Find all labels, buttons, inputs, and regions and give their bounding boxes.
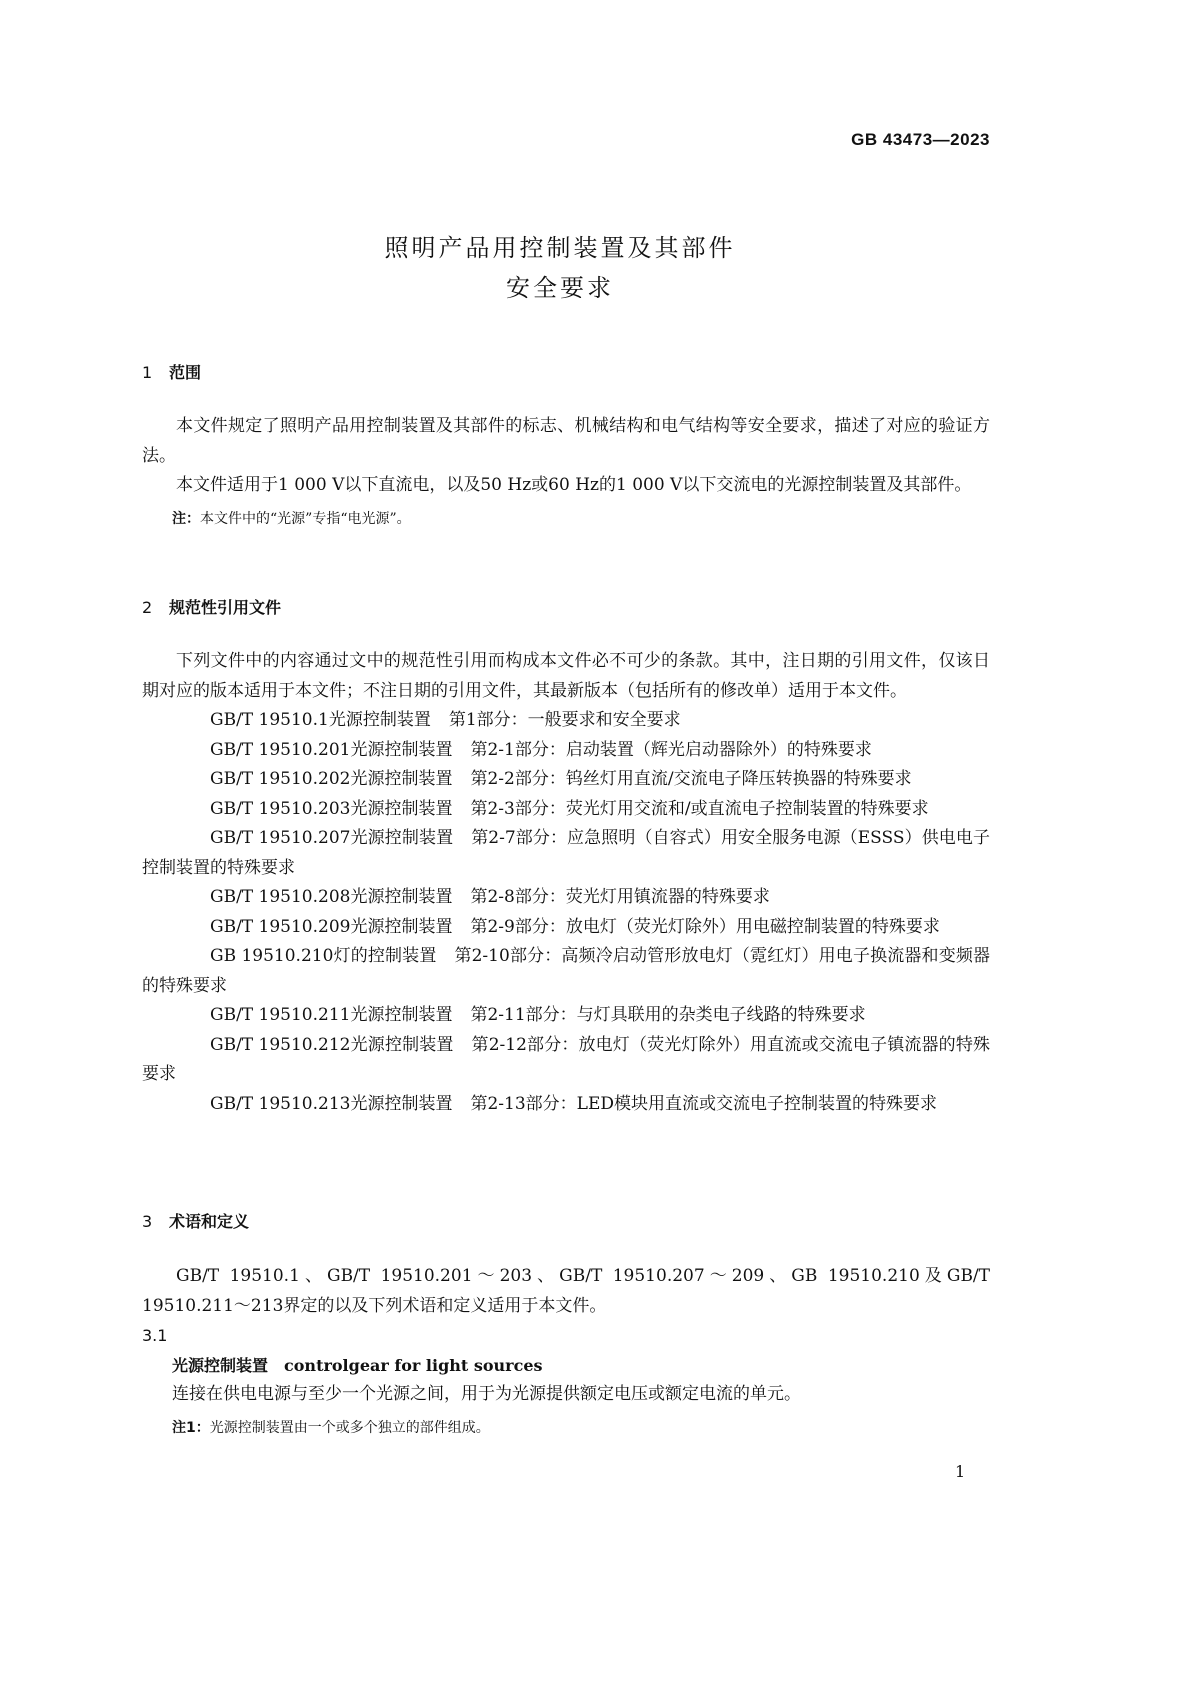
reference-part: 第2-9部分：放电灯（荧光灯除外）用电磁控制装置的特殊要求 <box>470 916 940 937</box>
reference-code: GB/T 19510.203 <box>210 798 351 819</box>
reference-code: GB/T 19510.208 <box>210 887 351 907</box>
section-heading-terms <box>142 1209 249 1232</box>
paragraph: 本文件规定了照明产品用控制装置及其部件的标志、机械结构和电气结构等安全要求，描述了对应的验证方法。 <box>142 416 990 466</box>
term-en: controlgear for light sources <box>284 1355 543 1375</box>
section-number: 3 <box>142 1212 153 1231</box>
reference-part: 第1部分：一般要求和安全要求 <box>448 710 681 730</box>
section-terms-body <box>142 1262 990 1443</box>
reference-list <box>142 706 990 1119</box>
reference-code: GB/T 19510.213 <box>210 1093 351 1114</box>
reference-name: 光源控制装置 <box>350 828 454 848</box>
section-title: 规范性引用文件 <box>169 598 282 617</box>
reference-code: GB 19510.210 <box>210 946 334 966</box>
note-text: 光源控制装置由一个或多个独立的部件组成。 <box>209 1419 490 1436</box>
reference-item <box>142 1090 990 1120</box>
paragraph: GB/T 19510.1、GB/T 19510.201～203、GB/T 19510.207～209、GB 19510.210及GB/T 19510.211～213界定的以及下列术语和定义适用于本文件。 <box>142 1266 990 1316</box>
section-scope-body <box>142 412 990 534</box>
reference-part: 第2-1部分：启动装置（辉光启动器除外）的特殊要求 <box>470 739 872 760</box>
section-title: 术语和定义 <box>169 1212 250 1231</box>
reference-code: GB/T 19510.211 <box>210 1005 351 1025</box>
reference-name: 光源控制装置 <box>350 739 453 760</box>
reference-name: 光源控制装置 <box>350 916 453 937</box>
reference-item <box>142 1031 990 1090</box>
reference-item <box>142 824 990 883</box>
clause-number: 3.1 <box>142 1326 168 1345</box>
document-number: GB 43473—2023 <box>851 130 990 149</box>
reference-name: 光源控制装置 <box>328 710 431 730</box>
section-number: 1 <box>142 363 153 382</box>
reference-item <box>142 765 990 795</box>
reference-name: 光源控制装置 <box>350 798 453 819</box>
reference-code: GB/T 19510.207 <box>210 828 351 848</box>
reference-code: GB/T 19510.212 <box>210 1034 351 1055</box>
reference-item <box>142 883 990 913</box>
term-entry <box>142 1351 990 1381</box>
reference-item <box>142 1001 990 1031</box>
note-text: 本文件中的“光源”专指“电光源”。 <box>200 510 411 527</box>
reference-item <box>142 736 990 766</box>
reference-code: GB/T 19510.201 <box>210 739 351 760</box>
reference-code: GB/T 19510.209 <box>210 916 351 937</box>
reference-name: 光源控制装置 <box>350 1093 453 1114</box>
reference-name: 光源控制装置 <box>350 1034 454 1055</box>
reference-part: 第2-8部分：荧光灯用镇流器的特殊要求 <box>470 887 770 907</box>
term-definition: 连接在供电电源与至少一个光源之间，用于为光源提供额定电压或额定电流的单元。 <box>172 1384 801 1404</box>
reference-name: 光源控制装置 <box>350 887 453 907</box>
reference-item <box>142 706 990 736</box>
paragraph: 本文件适用于1 000 V以下直流电，以及50 Hz或60 Hz的1 000 V以下交流电的光源控制装置及其部件。 <box>176 475 972 495</box>
note <box>142 1414 990 1444</box>
section-heading-scope <box>142 360 201 383</box>
reference-part: 第2-11部分：与灯具联用的杂类电子线路的特殊要求 <box>470 1005 866 1025</box>
note-label: 注1： <box>172 1419 210 1436</box>
document-title-line2: 安全要求 <box>506 274 614 302</box>
reference-part: 第2-13部分：LED模块用直流或交流电子控制装置的特殊要求 <box>470 1093 938 1114</box>
reference-item <box>142 913 990 943</box>
section-heading-normative-references <box>142 595 281 618</box>
section-references-body <box>142 647 990 1119</box>
reference-name: 光源控制装置 <box>350 1005 453 1025</box>
note-label: 注： <box>172 510 200 527</box>
note <box>142 505 990 535</box>
reference-part: 第2-3部分：荧光灯用交流和/或直流电子控制装置的特殊要求 <box>470 798 929 819</box>
reference-part: 第2-10部分：高频冷启动管形放电灯（霓红灯）用电子换流器和变频器的特殊要求 <box>142 946 990 996</box>
section-title: 范围 <box>169 363 202 382</box>
reference-item <box>142 795 990 825</box>
reference-part: 第2-7部分：应急照明（自容式）用安全服务电源（ESSS）供电电子控制装置的特殊要求 <box>142 828 991 878</box>
section-number: 2 <box>142 598 153 617</box>
reference-part: 第2-12部分：放电灯（荧光灯除外）用直流或交流电子镇流器的特殊要求 <box>142 1034 990 1084</box>
page-number: 1 <box>955 1462 966 1481</box>
term-zh: 光源控制装置 <box>172 1355 269 1375</box>
reference-item <box>142 942 990 1001</box>
reference-part: 第2-2部分：钨丝灯用直流/交流电子降压转换器的特殊要求 <box>470 769 912 789</box>
reference-name: 光源控制装置 <box>350 769 453 789</box>
reference-code: GB/T 19510.1 <box>210 710 329 730</box>
reference-name: 灯的控制装置 <box>333 946 437 966</box>
reference-code: GB/T 19510.202 <box>210 769 351 789</box>
document-title-line1: 照明产品用控制装置及其部件 <box>384 234 736 262</box>
paragraph: 下列文件中的内容通过文中的规范性引用而构成本文件必不可少的条款。其中，注日期的引用文件，仅该日期对应的版本适用于本文件；不注日期的引用文件，其最新版本（包括所有的修改单）适用于本文件。 <box>142 651 990 701</box>
